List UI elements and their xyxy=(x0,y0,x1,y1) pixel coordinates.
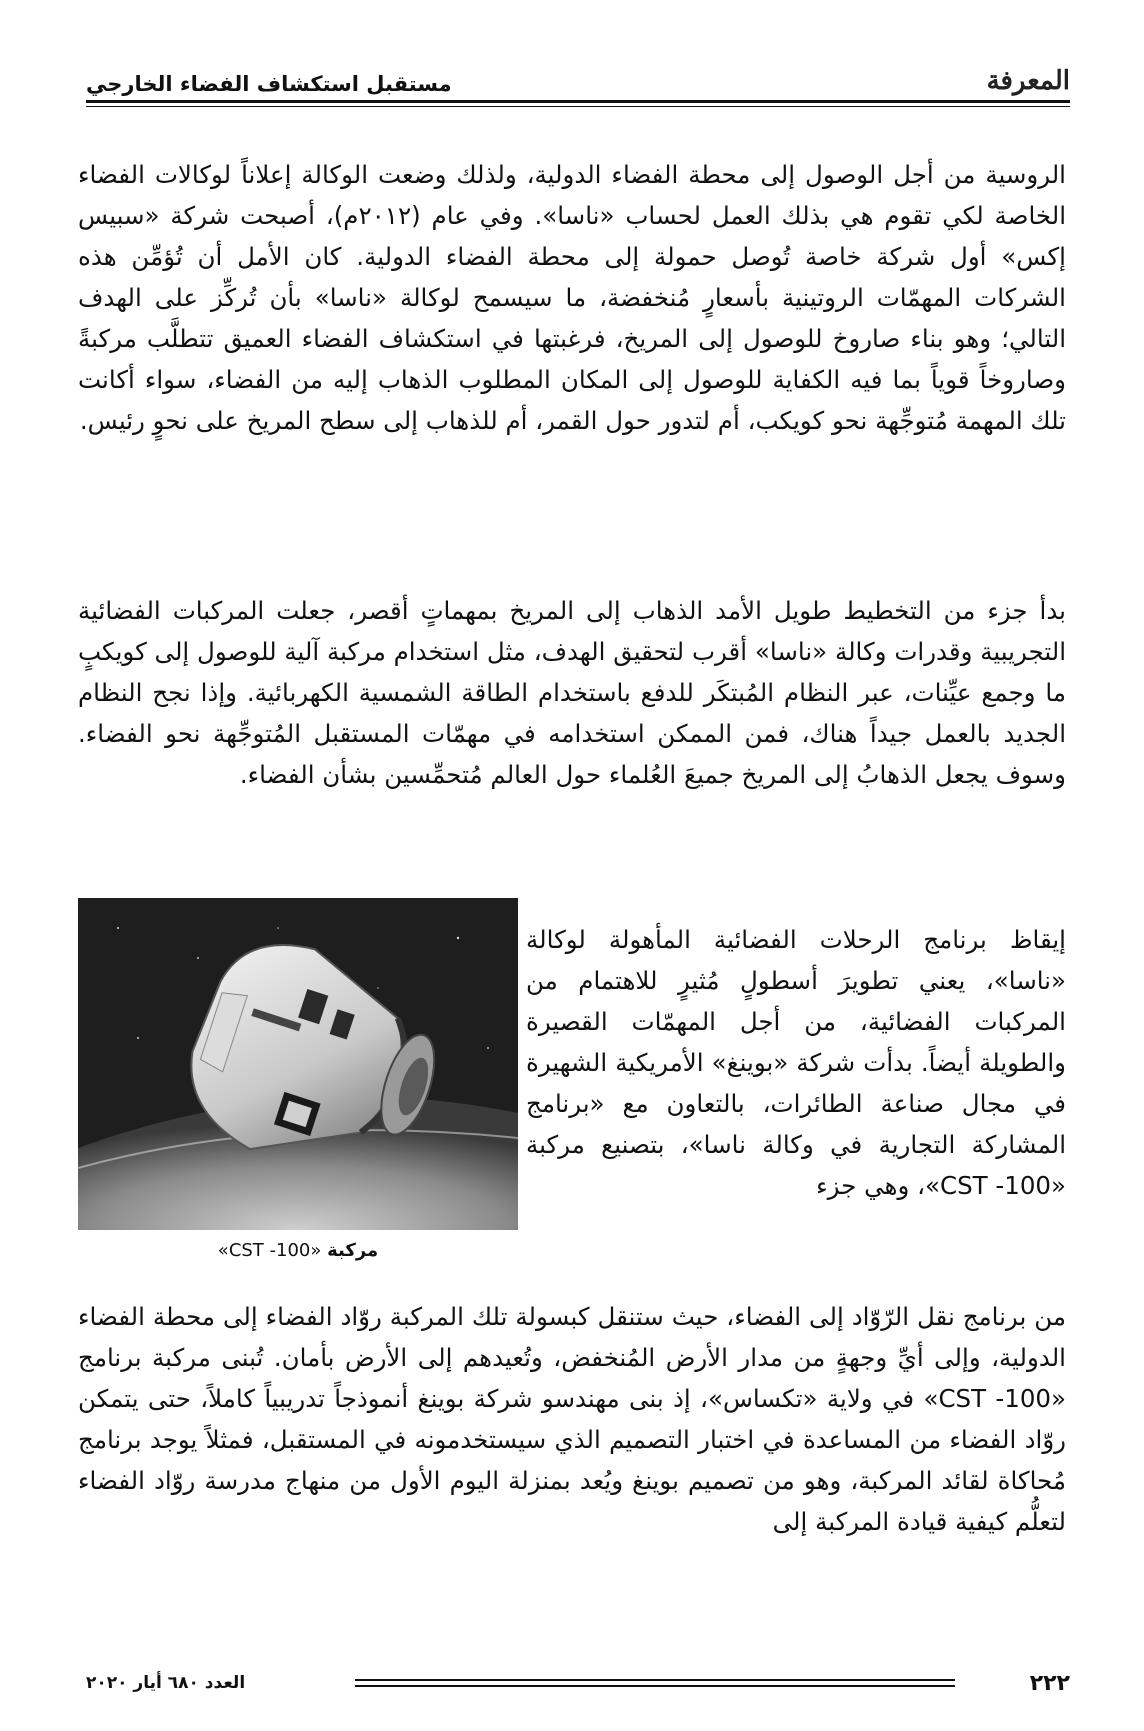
magazine-logo: المعرفة xyxy=(986,66,1070,96)
page-footer xyxy=(86,1668,1070,1698)
issue-info: العدد ٦٨٠ أيار ٢٠٢٠ xyxy=(86,1673,246,1693)
page-number: ٢٢٢ xyxy=(1029,1670,1070,1696)
spacecraft-illustration xyxy=(78,898,518,1230)
paragraph-4: من برنامج نقل الرّوّاد إلى الفضاء، حيث ستنقل كبسولة تلك المركبة روّاد الفضاء إلى محطة الفضاء الدولية، وإلى أيِّ وجهةٍ من مدار الأرض المُنخفض، وتُعيدهم إلى الأرض بأمان. تُبنى مركبة برنامج «CST -100» في ولاية «تكساس»، إذ بنى مهندسو شركة بوينغ أنموذجاً تدريبياً كاملاً، حتى يتمكن روّاد الفضاء من المساعدة في اختبار التصميم الذي سيستخدمونه في المستقبل، فمثلاً يوجد برنامج مُحاكاة لقائد المركبة، وهو من تصميم بوينغ ويُعد بمنزلة اليوم الأول من منهاج مدرسة روّاد الفضاء لتعلُّم كيفية قيادة المركبة إلى xyxy=(78,1302,1067,1536)
caption-model: «CST -100» xyxy=(217,1240,322,1261)
caption-label: مركبة xyxy=(327,1240,379,1261)
paragraph-2: بدأ جزء من التخطيط طويل الأمد الذهاب إلى المريخ بمهماتٍ أقصر، جعلت المركبات الفضائية التجريبية وقدرات وكالة «ناسا» أقرب لتحقيق الهدف، مثل استخدام مركبة آلية للوصول إلى كويكبٍ ما وجمع عيِّنات، عبر النظام المُبتكَر للدفع باستخدام الطاقة الشمسية الكهربائية. وإذا نجح النظام الجديد بالعمل جيداً هناك، فمن الممكن استخدامه في مهمّات المستقبل المُتوجِّهة نحو الفضاء. وسوف يجعل الذهابُ إلى المريخ جميعَ العُلماء حول العالم مُتحمِّسين بشأن الفضاء. xyxy=(78,596,1066,789)
running-title: مستقبل استكشاف الفضاء الخارجي xyxy=(86,72,452,96)
header-rule xyxy=(86,100,1070,103)
paragraph-3: إيقاظ برنامج الرحلات الفضائية المأهولة لوكالة «ناسا»، يعني تطويرَ أسطولٍ مُثيرٍ للاهتمام من المركبات الفضائية، من أجل المهمّات القصيرة والطويلة أيضاً. بدأت شركة «بوينغ» الأمريكية الشهيرة في مجال صناعة الطائرات، بالتعاون مع «برنامج المشاركة التجارية في وكالة ناسا»، بتصنيع مركبة «CST -100»، وهي جزء xyxy=(526,925,1066,1200)
paragraph-1: الروسية من أجل الوصول إلى محطة الفضاء الدولية، ولذلك وضعت الوكالة إعلاناً لوكالات الفضاء الخاصة لكي تقوم هي بذلك العمل لحساب «ناسا». وفي عام (٢٠١٢م)، أصبحت شركة «سبيس إكس» أول شركة خاصة تُوصل حمولة إلى محطة الفضاء الدولية. كان الأمل أن تُؤمِّن هذه الشركات المهمّات الروتينية بأسعارٍ مُنخفضة، ما سيسمح لوكالة «ناسا» بأن تُركِّز على الهدف التالي؛ وهو بناء صاروخ للوصول إلى المريخ، فرغبتها في استكشاف الفضاء العميق تتطلَّب مركبةً وصاروخاً قوياً بما فيه الكفاية للوصول إلى المكان المطلوب الذهاب إليه من الفضاء، سواء أكانت تلك المهمة مُتوجِّهة نحو كويكب، أم لتدور حول القمر، أم للذهاب إلى سطح المريخ على نحوٍ رئيس. xyxy=(78,160,1067,435)
page-header xyxy=(86,52,1070,96)
header-rule-thin xyxy=(86,106,1070,107)
figure-caption xyxy=(78,1240,518,1261)
spacecraft-photo xyxy=(78,898,518,1230)
